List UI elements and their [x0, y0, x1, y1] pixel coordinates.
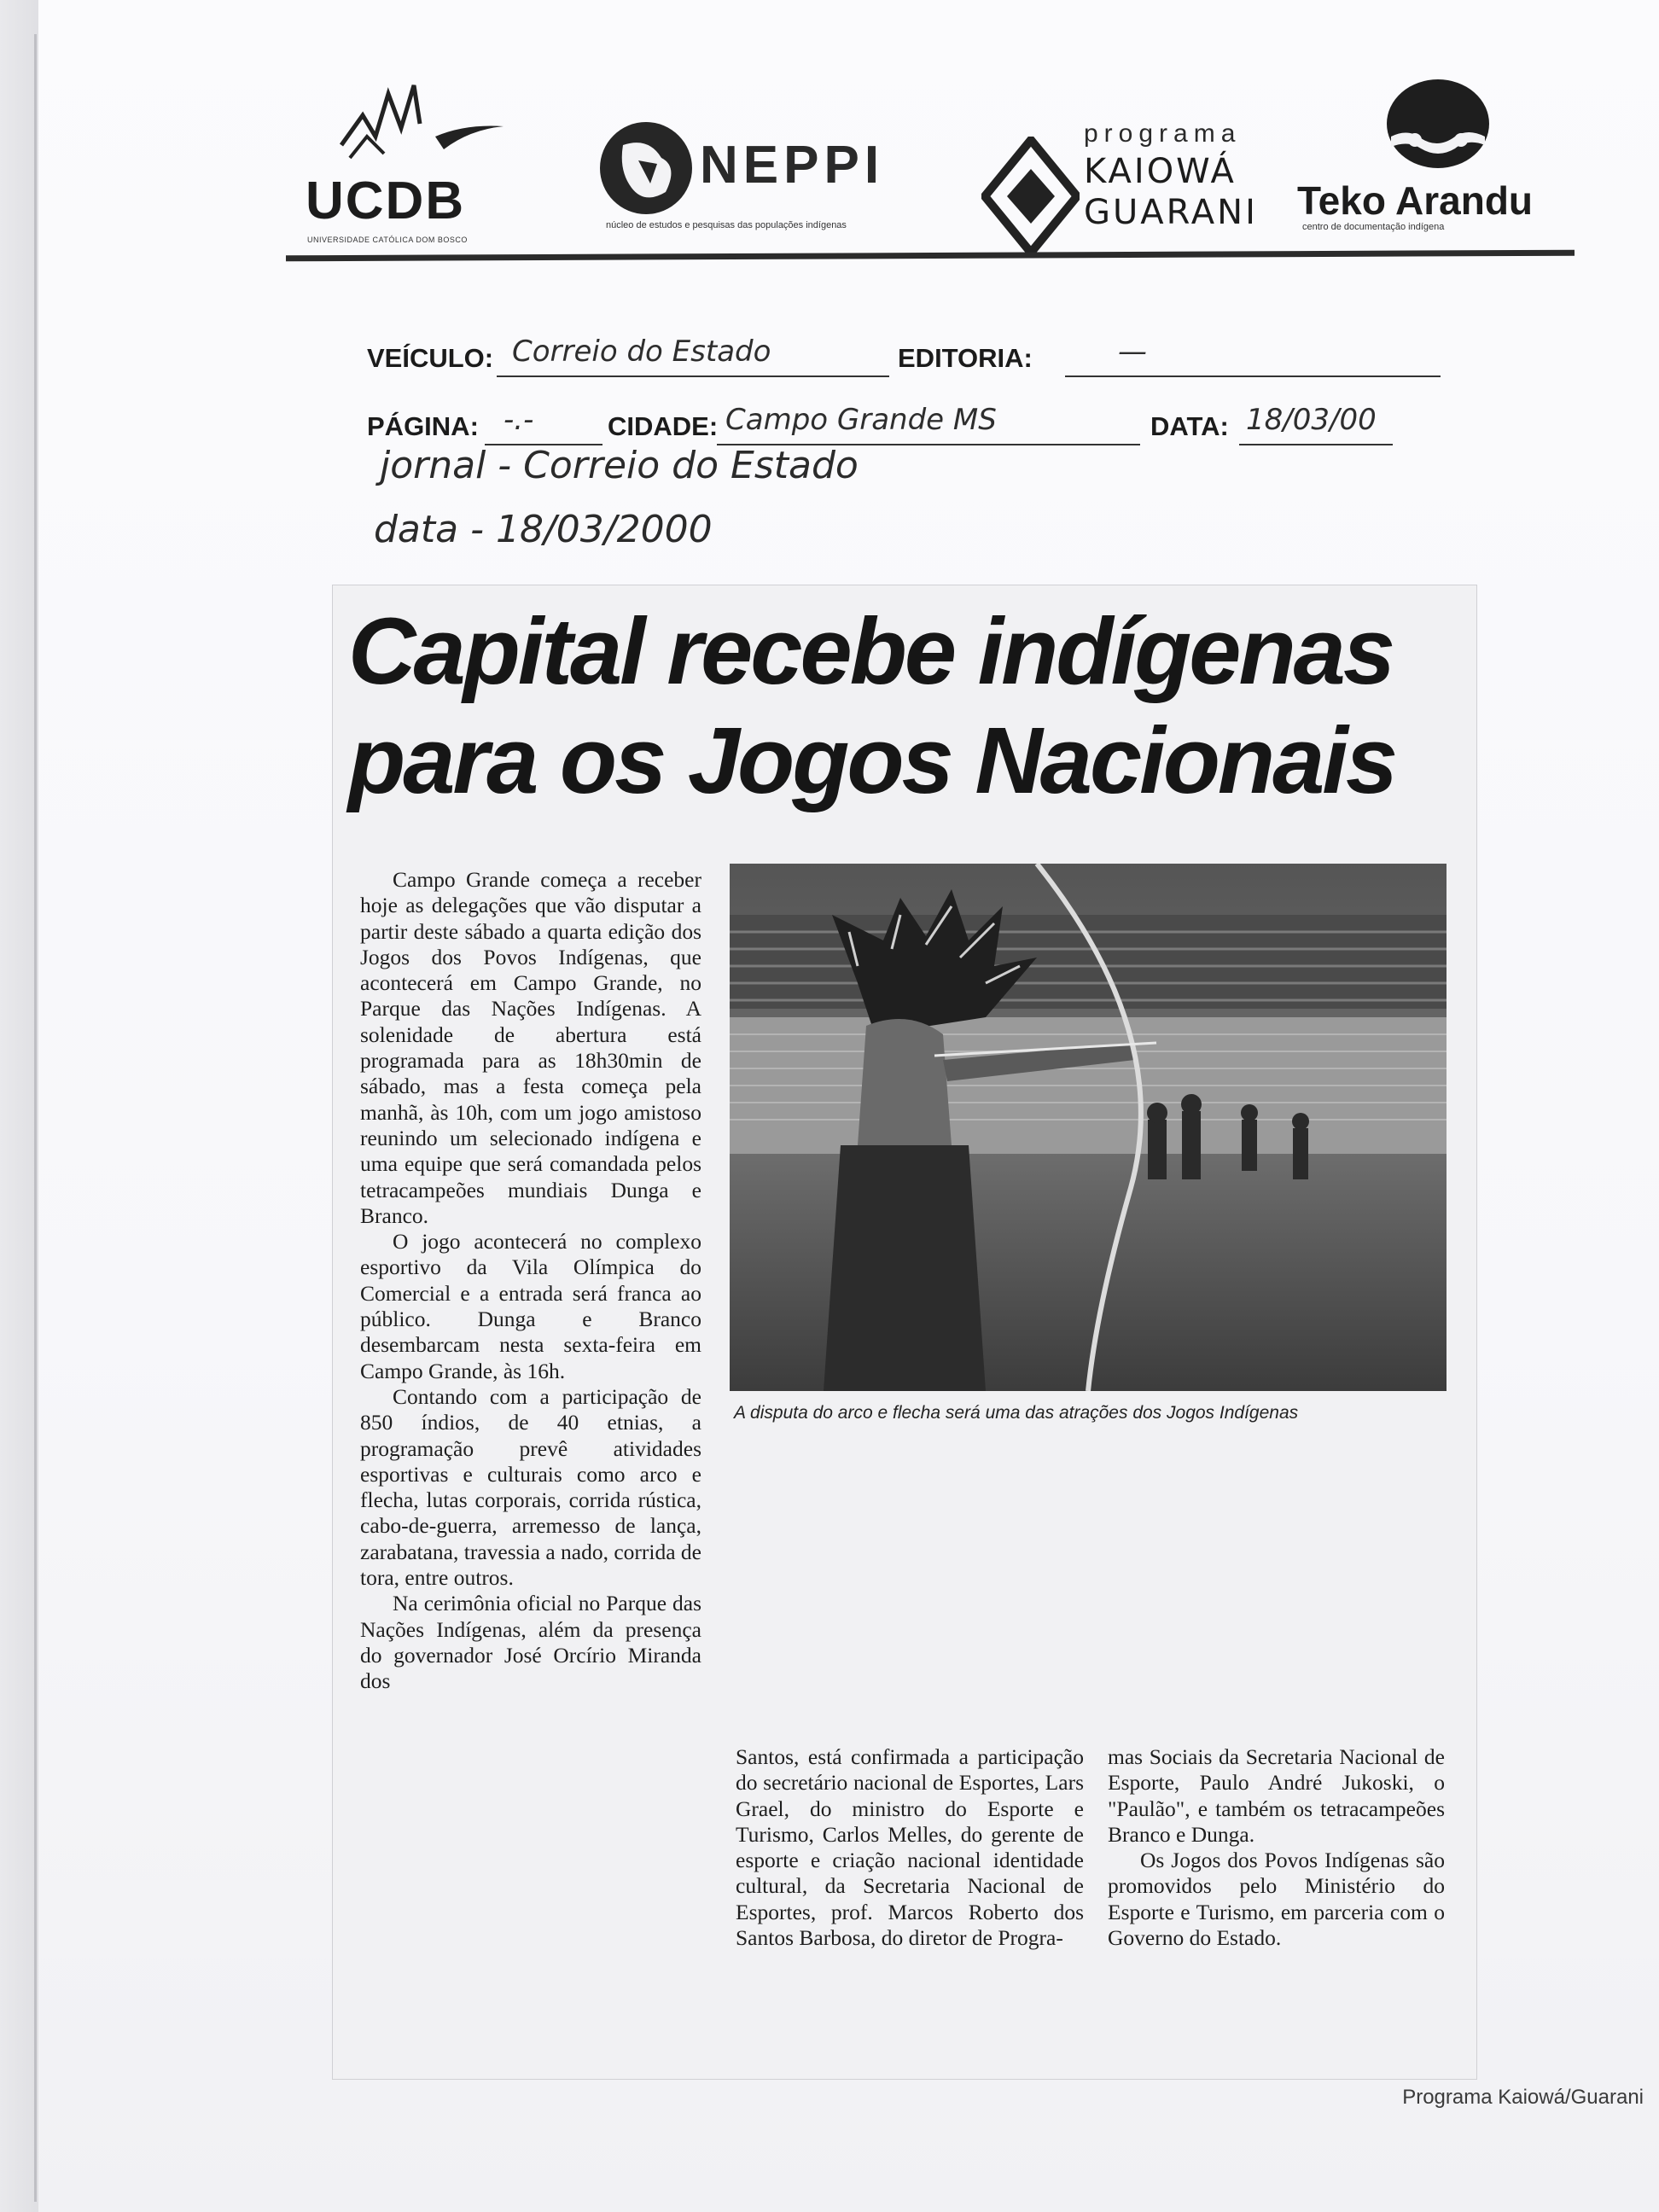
veiculo-label: VEÍCULO:: [367, 343, 494, 373]
teko-arandu-logo: [1297, 68, 1579, 239]
kaiowa-name-line1: KAIOWÁ: [1084, 152, 1237, 191]
cidade-value: Campo Grande MS: [725, 403, 997, 437]
newspaper-clipping: [333, 585, 1476, 2079]
headline-line1: Capital recebe indígenas: [348, 599, 1393, 704]
page-edge: [34, 34, 37, 2202]
editoria-line: [1065, 375, 1441, 377]
editoria-label: EDITORIA:: [898, 343, 1033, 373]
article-paragraph: O jogo acontecerá no complexo esportivo da Vila Olímpica do Comercial e a entrada será franca ao público. Dunga e Branco desembarcam nesta sexta-feira em Campo Grande, às 16h.: [360, 1229, 701, 1383]
archer-photo-image: [730, 864, 1447, 1391]
article-paragraph: Santos, está confirmada a participação do secretário nacional de Esportes, Lars Grael, do ministro do Esporte e Turismo, Carlos Melles, do gerente de esporte e criação nacional identidade cultural, da Secretaria Nacional de Esportes, prof. Marcos Roberto dos Santos Barbosa, do diretor de Progra-: [736, 1744, 1084, 1951]
headline-line2: para os Jogos Nacionais: [348, 708, 1395, 813]
pagina-value: -.-: [504, 403, 534, 437]
article-column-1: [360, 867, 701, 1695]
data-label: DATA:: [1150, 411, 1229, 441]
neppi-globe-icon: [597, 119, 696, 218]
ucdb-name: UCDB: [306, 172, 466, 230]
article-headline: [348, 597, 1475, 816]
article-column-2: [736, 1744, 1084, 1951]
photo-caption: A disputa do arco e flecha será uma das atrações dos Jogos Indígenas: [734, 1403, 1299, 1423]
program-footer: Programa Kaiowá/Guarani: [1402, 2086, 1644, 2109]
ucdb-flame-icon: [324, 77, 512, 171]
article-paragraph: Campo Grande começa a receber hoje as delegações que vão disputar a partir deste sábado a quarta edição dos Jogos dos Povos Indígenas, que acontecerá em Campo Grande, no Parque das Nações Indígenas. A solenidade de abertura está programada para as 18h30min de sábado, mas a festa começa pela manhã, às 10h, com um jogo amistoso reunindo um selecionado indígena e uma equipe que será comandada pelos tetracampeões mundiais Dunga e Branco.: [360, 867, 701, 1228]
data-line: [1239, 444, 1393, 445]
teko-arandu-subtitle: centro de documentação indígena: [1302, 222, 1445, 232]
veiculo-value: Correio do Estado: [512, 335, 771, 369]
clipping-form: [367, 324, 1476, 538]
kaiowa-guarani-logo: [981, 119, 1258, 256]
article-paragraph: Os Jogos dos Povos Indígenas são promovidos pelo Ministério do Esporte e Turismo, em parceria com o Governo do Estado.: [1108, 1848, 1445, 1951]
kaiowa-program-label: programa: [1084, 119, 1242, 148]
data-value: 18/03/00: [1246, 403, 1377, 437]
article-paragraph: mas Sociais da Secretaria Nacional de Esporte, Paulo André Jukoski, o "Paulão", e também os tetracampeões Branco e Dunga.: [1108, 1744, 1445, 1847]
editoria-value: —: [1118, 335, 1147, 369]
neppi-logo: [597, 119, 922, 230]
teko-arandu-name: Teko Arandu: [1297, 178, 1534, 223]
handwritten-note-line1: jornal - Correio do Estado: [380, 444, 859, 487]
teko-arandu-emblem-icon: [1382, 77, 1493, 175]
kaiowa-name-line2: GUARANI: [1084, 193, 1258, 232]
ucdb-subtitle: UNIVERSIDADE CATÓLICA DOM BOSCO: [307, 236, 468, 244]
ucdb-logo: [299, 77, 521, 247]
article-paragraph: Na cerimônia oficial no Parque das Nações Indígenas, além da presença do governador José Orcírio Miranda dos: [360, 1591, 701, 1694]
article-column-3: [1108, 1744, 1445, 1951]
neppi-subtitle: núcleo de estudos e pesquisas das populações indígenas: [606, 220, 847, 230]
handwritten-note-line2: data - 18/03/2000: [374, 508, 713, 551]
pagina-label: PÁGINA:: [367, 411, 479, 441]
veiculo-line: [497, 375, 889, 377]
neppi-name: NEPPI: [700, 136, 885, 195]
cidade-label: CIDADE:: [608, 411, 719, 441]
logo-header: [290, 68, 1579, 273]
archer-photo: [730, 864, 1447, 1391]
article-paragraph: Contando com a participação de 850 índios, de 40 etnias, a programação prevê atividades esportivas e culturais como arco e flecha, lutas corporais, corrida rústica, cabo-de-guerra, arremesso de lança, zarabatana, travessia a nado, corrida de tora, entre outros.: [360, 1383, 701, 1591]
kaiowa-diamond-icon: [981, 137, 1080, 256]
